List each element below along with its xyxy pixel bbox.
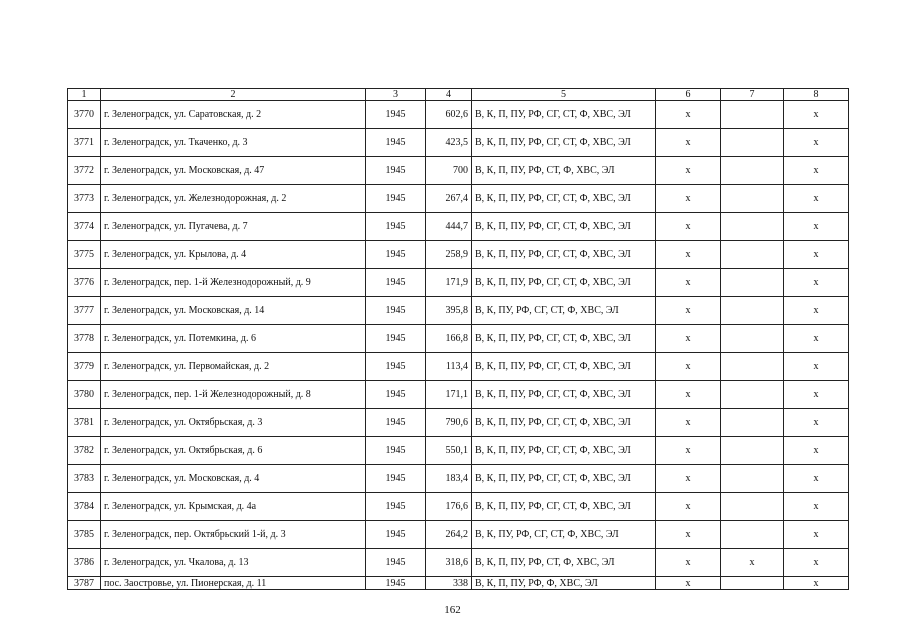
- build-year-cell: 1945: [366, 409, 426, 437]
- col8-mark-cell: х: [784, 129, 849, 157]
- col8-mark-cell: х: [784, 437, 849, 465]
- row-number-cell: 3781: [68, 409, 101, 437]
- col6-mark-cell: х: [656, 269, 721, 297]
- col7-mark-cell: [721, 493, 784, 521]
- area-cell: 318,6: [426, 549, 472, 577]
- column-header-8: 8: [784, 89, 849, 101]
- col6-mark-cell: х: [656, 521, 721, 549]
- row-number-cell: 3780: [68, 381, 101, 409]
- col8-mark-cell: х: [784, 297, 849, 325]
- address-cell: г. Зеленоградск, ул. Первомайская, д. 2: [101, 353, 366, 381]
- address-cell: пос. Заостровье, ул. Пионерская, д. 11: [101, 577, 366, 590]
- area-cell: 183,4: [426, 465, 472, 493]
- area-cell: 113,4: [426, 353, 472, 381]
- table-row: [68, 297, 849, 325]
- col6-mark-cell: х: [656, 493, 721, 521]
- col6-mark-cell: х: [656, 185, 721, 213]
- area-cell: 171,9: [426, 269, 472, 297]
- address-cell: г. Зеленоградск, ул. Потемкина, д. 6: [101, 325, 366, 353]
- area-cell: 166,8: [426, 325, 472, 353]
- column-header-5: 5: [472, 89, 656, 101]
- col8-mark-cell: х: [784, 353, 849, 381]
- document-table-container: [67, 88, 848, 590]
- col7-mark-cell: [721, 213, 784, 241]
- row-number-cell: 3779: [68, 353, 101, 381]
- col7-mark-cell: [721, 185, 784, 213]
- address-cell: г. Зеленоградск, ул. Ткаченко, д. 3: [101, 129, 366, 157]
- col6-mark-cell: х: [656, 381, 721, 409]
- area-cell: 423,5: [426, 129, 472, 157]
- table-row: [68, 269, 849, 297]
- address-cell: г. Зеленоградск, ул. Московская, д. 4: [101, 465, 366, 493]
- col6-mark-cell: х: [656, 437, 721, 465]
- area-cell: 550,1: [426, 437, 472, 465]
- col7-mark-cell: [721, 353, 784, 381]
- area-cell: 338: [426, 577, 472, 590]
- row-number-cell: 3783: [68, 465, 101, 493]
- row-number-cell: 3787: [68, 577, 101, 590]
- col7-mark-cell: [721, 381, 784, 409]
- col7-mark-cell: [721, 409, 784, 437]
- col8-mark-cell: х: [784, 101, 849, 129]
- build-year-cell: 1945: [366, 101, 426, 129]
- utilities-cell: В, К, ПУ, РФ, СГ, СТ, Ф, ХВС, ЭЛ: [472, 521, 656, 549]
- col6-mark-cell: х: [656, 353, 721, 381]
- build-year-cell: 1945: [366, 129, 426, 157]
- address-cell: г. Зеленоградск, пер. 1-й Железнодорожный, д. 8: [101, 381, 366, 409]
- table-row: [68, 409, 849, 437]
- utilities-cell: В, К, П, ПУ, РФ, СГ, СТ, Ф, ХВС, ЭЛ: [472, 269, 656, 297]
- col6-mark-cell: х: [656, 157, 721, 185]
- row-number-cell: 3786: [68, 549, 101, 577]
- col8-mark-cell: х: [784, 493, 849, 521]
- area-cell: 395,8: [426, 297, 472, 325]
- utilities-cell: В, К, П, ПУ, РФ, СГ, СТ, Ф, ХВС, ЭЛ: [472, 185, 656, 213]
- column-header-2: 2: [101, 89, 366, 101]
- table-row: [68, 577, 849, 590]
- page-number: 162: [444, 604, 461, 616]
- col8-mark-cell: х: [784, 549, 849, 577]
- utilities-cell: В, К, П, ПУ, РФ, СГ, СТ, Ф, ХВС, ЭЛ: [472, 325, 656, 353]
- utilities-cell: В, К, П, ПУ, РФ, СГ, СТ, Ф, ХВС, ЭЛ: [472, 129, 656, 157]
- row-number-cell: 3772: [68, 157, 101, 185]
- utilities-cell: В, К, П, ПУ, РФ, СГ, СТ, Ф, ХВС, ЭЛ: [472, 409, 656, 437]
- build-year-cell: 1945: [366, 241, 426, 269]
- build-year-cell: 1945: [366, 269, 426, 297]
- table-row: [68, 101, 849, 129]
- table-row: [68, 437, 849, 465]
- address-cell: г. Зеленоградск, пер. Октябрьский 1-й, д. 3: [101, 521, 366, 549]
- table-row: [68, 381, 849, 409]
- col8-mark-cell: х: [784, 213, 849, 241]
- table-row: [68, 185, 849, 213]
- area-cell: 790,6: [426, 409, 472, 437]
- row-number-cell: 3773: [68, 185, 101, 213]
- col8-mark-cell: х: [784, 325, 849, 353]
- address-cell: г. Зеленоградск, ул. Пугачева, д. 7: [101, 213, 366, 241]
- col6-mark-cell: х: [656, 297, 721, 325]
- build-year-cell: 1945: [366, 185, 426, 213]
- utilities-cell: В, К, П, ПУ, РФ, Ф, ХВС, ЭЛ: [472, 577, 656, 590]
- row-number-cell: 3778: [68, 325, 101, 353]
- area-cell: 444,7: [426, 213, 472, 241]
- row-number-cell: 3770: [68, 101, 101, 129]
- col6-mark-cell: х: [656, 213, 721, 241]
- col6-mark-cell: х: [656, 577, 721, 590]
- housing-registry-table: [67, 88, 849, 590]
- column-header-7: 7: [721, 89, 784, 101]
- area-cell: 264,2: [426, 521, 472, 549]
- table-row: [68, 213, 849, 241]
- col7-mark-cell: [721, 521, 784, 549]
- col6-mark-cell: х: [656, 409, 721, 437]
- address-cell: г. Зеленоградск, ул. Московская, д. 14: [101, 297, 366, 325]
- table-row: [68, 241, 849, 269]
- column-header-1: 1: [68, 89, 101, 101]
- build-year-cell: 1945: [366, 157, 426, 185]
- col7-mark-cell: [721, 241, 784, 269]
- area-cell: 176,6: [426, 493, 472, 521]
- table-row: [68, 521, 849, 549]
- col6-mark-cell: х: [656, 101, 721, 129]
- row-number-cell: 3774: [68, 213, 101, 241]
- col7-mark-cell: [721, 129, 784, 157]
- build-year-cell: 1945: [366, 213, 426, 241]
- col7-mark-cell: [721, 101, 784, 129]
- table-row: [68, 549, 849, 577]
- utilities-cell: В, К, П, ПУ, РФ, СГ, СТ, Ф, ХВС, ЭЛ: [472, 437, 656, 465]
- address-cell: г. Зеленоградск, ул. Крымская, д. 4а: [101, 493, 366, 521]
- area-cell: 267,4: [426, 185, 472, 213]
- col8-mark-cell: х: [784, 577, 849, 590]
- address-cell: г. Зеленоградск, ул. Железнодорожная, д. 2: [101, 185, 366, 213]
- col7-mark-cell: [721, 157, 784, 185]
- col6-mark-cell: х: [656, 241, 721, 269]
- table-row: [68, 157, 849, 185]
- build-year-cell: 1945: [366, 437, 426, 465]
- utilities-cell: В, К, П, ПУ, РФ, СТ, Ф, ХВС, ЭЛ: [472, 157, 656, 185]
- area-cell: 171,1: [426, 381, 472, 409]
- address-cell: г. Зеленоградск, ул. Московская, д. 47: [101, 157, 366, 185]
- build-year-cell: 1945: [366, 465, 426, 493]
- col7-mark-cell: [721, 437, 784, 465]
- utilities-cell: В, К, П, ПУ, РФ, СГ, СТ, Ф, ХВС, ЭЛ: [472, 241, 656, 269]
- utilities-cell: В, К, П, ПУ, РФ, СГ, СТ, Ф, ХВС, ЭЛ: [472, 493, 656, 521]
- address-cell: г. Зеленоградск, пер. 1-й Железнодорожный, д. 9: [101, 269, 366, 297]
- column-header-3: 3: [366, 89, 426, 101]
- table-row: [68, 493, 849, 521]
- utilities-cell: В, К, П, ПУ, РФ, СГ, СТ, Ф, ХВС, ЭЛ: [472, 381, 656, 409]
- col6-mark-cell: х: [656, 325, 721, 353]
- col7-mark-cell: [721, 297, 784, 325]
- utilities-cell: В, К, ПУ, РФ, СГ, СТ, Ф, ХВС, ЭЛ: [472, 297, 656, 325]
- table-body: [68, 101, 849, 590]
- address-cell: г. Зеленоградск, ул. Чкалова, д. 13: [101, 549, 366, 577]
- address-cell: г. Зеленоградск, ул. Октябрьская, д. 6: [101, 437, 366, 465]
- table-row: [68, 353, 849, 381]
- col8-mark-cell: х: [784, 465, 849, 493]
- col8-mark-cell: х: [784, 241, 849, 269]
- col8-mark-cell: х: [784, 409, 849, 437]
- address-cell: г. Зеленоградск, ул. Октябрьская, д. 3: [101, 409, 366, 437]
- col6-mark-cell: х: [656, 549, 721, 577]
- col8-mark-cell: х: [784, 157, 849, 185]
- area-cell: 700: [426, 157, 472, 185]
- row-number-cell: 3775: [68, 241, 101, 269]
- build-year-cell: 1945: [366, 297, 426, 325]
- col8-mark-cell: х: [784, 381, 849, 409]
- col7-mark-cell: [721, 325, 784, 353]
- address-cell: г. Зеленоградск, ул. Крылова, д. 4: [101, 241, 366, 269]
- utilities-cell: В, К, П, ПУ, РФ, СТ, Ф, ХВС, ЭЛ: [472, 549, 656, 577]
- table-header-row: [68, 89, 849, 101]
- utilities-cell: В, К, П, ПУ, РФ, СГ, СТ, Ф, ХВС, ЭЛ: [472, 101, 656, 129]
- build-year-cell: 1945: [366, 353, 426, 381]
- col7-mark-cell: х: [721, 549, 784, 577]
- col6-mark-cell: х: [656, 129, 721, 157]
- build-year-cell: 1945: [366, 381, 426, 409]
- row-number-cell: 3785: [68, 521, 101, 549]
- utilities-cell: В, К, П, ПУ, РФ, СГ, СТ, Ф, ХВС, ЭЛ: [472, 465, 656, 493]
- build-year-cell: 1945: [366, 549, 426, 577]
- row-number-cell: 3776: [68, 269, 101, 297]
- table-row: [68, 129, 849, 157]
- area-cell: 258,9: [426, 241, 472, 269]
- address-cell: г. Зеленоградск, ул. Саратовская, д. 2: [101, 101, 366, 129]
- table-row: [68, 465, 849, 493]
- row-number-cell: 3777: [68, 297, 101, 325]
- build-year-cell: 1945: [366, 577, 426, 590]
- utilities-cell: В, К, П, ПУ, РФ, СГ, СТ, Ф, ХВС, ЭЛ: [472, 353, 656, 381]
- col8-mark-cell: х: [784, 269, 849, 297]
- table-row: [68, 325, 849, 353]
- col7-mark-cell: [721, 465, 784, 493]
- build-year-cell: 1945: [366, 521, 426, 549]
- column-header-6: 6: [656, 89, 721, 101]
- row-number-cell: 3771: [68, 129, 101, 157]
- col8-mark-cell: х: [784, 185, 849, 213]
- col8-mark-cell: х: [784, 521, 849, 549]
- col7-mark-cell: [721, 577, 784, 590]
- col7-mark-cell: [721, 269, 784, 297]
- row-number-cell: 3784: [68, 493, 101, 521]
- build-year-cell: 1945: [366, 325, 426, 353]
- build-year-cell: 1945: [366, 493, 426, 521]
- area-cell: 602,6: [426, 101, 472, 129]
- utilities-cell: В, К, П, ПУ, РФ, СГ, СТ, Ф, ХВС, ЭЛ: [472, 213, 656, 241]
- col6-mark-cell: х: [656, 465, 721, 493]
- row-number-cell: 3782: [68, 437, 101, 465]
- column-header-4: 4: [426, 89, 472, 101]
